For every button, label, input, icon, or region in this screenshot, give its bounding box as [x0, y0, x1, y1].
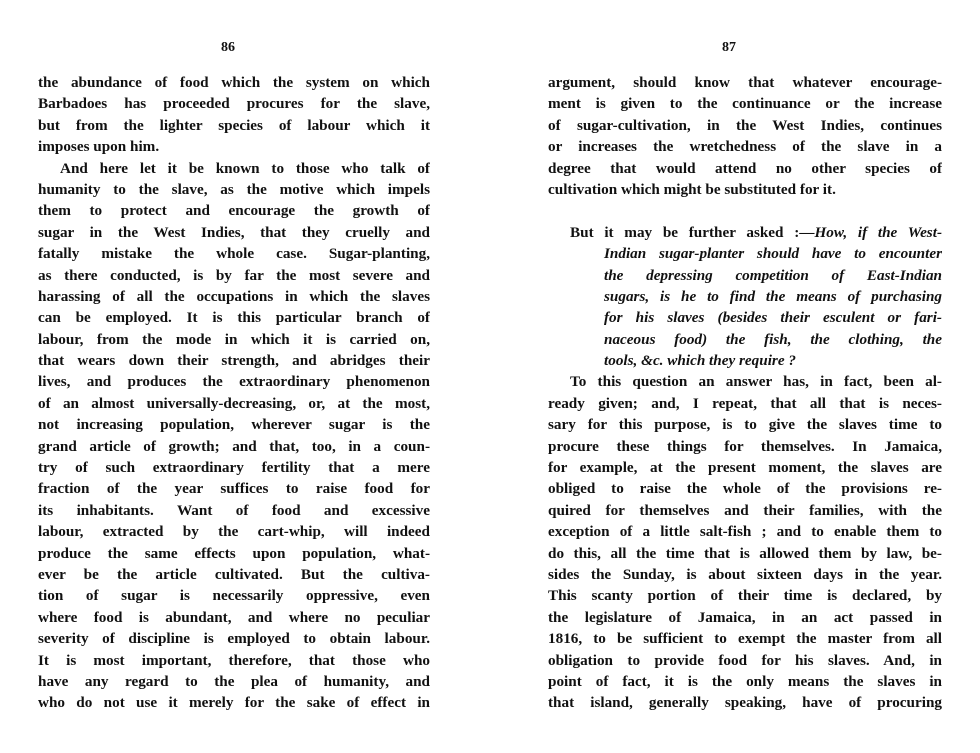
text-line: try of such extraordinary fertility that a mere — [38, 459, 430, 477]
text-line: lives, and produces the extraordinary phenomenon — [38, 373, 430, 391]
text-line: It is most important, therefore, that those who — [38, 651, 430, 669]
text-line: its inhabitants. Want of food and excessive — [38, 501, 430, 519]
question-first-line — [548, 222, 942, 243]
text-line: To this question an answer has, in fact, been al- — [570, 373, 942, 391]
text-line: obliged to raise the whole of the provisions re- — [548, 480, 942, 498]
text-line: grand article of growth; and that, too, in a coun- — [38, 437, 430, 455]
text-line: but from the lighter species of labour which it — [38, 116, 430, 134]
text-line: who do not use it merely for the sake of effect in — [38, 694, 430, 712]
text-line: of sugar-cultivation, in the West Indies, continues — [548, 116, 942, 134]
left-page-body — [38, 72, 430, 714]
question-line — [548, 243, 942, 264]
text-line: ready given; and, I repeat, that all that is neces- — [548, 394, 942, 412]
right-page — [548, 0, 942, 753]
text-line: 1816, to be sufficient to exempt the master from all — [548, 630, 942, 648]
question-text: sugars, is he to find the means of purchasing — [604, 287, 942, 305]
question-line — [548, 329, 942, 350]
text-line: that wears down their strength, and abridges their — [38, 352, 430, 370]
text-line: exception of a little salt-fish ; and to enable them to — [548, 523, 942, 541]
question-text: Indian sugar-planter should have to encounter — [604, 245, 942, 263]
question-line — [548, 350, 942, 371]
text-line: as there conducted, is by far the most severe and — [38, 266, 430, 284]
text-line: imposes upon him. — [38, 138, 160, 156]
text-line: ment is given to the continuance or the increase — [548, 95, 942, 113]
left-page-number: 86 — [221, 40, 235, 55]
text-line: not increasing population, wherever sugar is the — [38, 416, 430, 434]
text-line: of an almost universally-decreasing, or, at the most, — [38, 394, 430, 412]
text-line: fraction of the year suffices to raise food for — [38, 480, 430, 498]
text-line: that island, generally speaking, have of procuring — [548, 694, 942, 712]
question-text: for his slaves (besides their esculent or fari- — [604, 309, 942, 327]
text-line: or increases the wretchedness of the slave in a — [548, 138, 942, 156]
question-italic-start: How, if the West- — [814, 223, 942, 241]
text-line: And here let it be known to those who talk of — [60, 159, 430, 177]
text-line: harassing of all the occupations in which the slaves — [38, 287, 430, 305]
text-line: ever be the article cultivated. But the cultiva- — [38, 565, 430, 583]
text-line: obligation to provide food for his slaves. And, in — [548, 651, 942, 669]
question-text: naceous food) the fish, the clothing, the — [604, 330, 942, 348]
text-line: can be employed. It is this particular branch of — [38, 309, 430, 327]
right-page-number: 87 — [722, 40, 736, 55]
text-line: severity of discipline is employed to obtain labour. — [38, 630, 430, 648]
paragraph-gap — [548, 200, 942, 221]
text-line: sides the Sunday, is about sixteen days in the year. — [548, 565, 942, 583]
text-line: argument, should know that whatever encourage- — [548, 74, 942, 91]
question-line — [548, 265, 942, 286]
right-page-body — [548, 72, 942, 714]
text-line: labour, extracted by the cart-whip, will indeed — [38, 523, 430, 541]
text-line: them to protect and encourage the growth of — [38, 202, 430, 220]
question-text: the depressing competition of East-Indian — [604, 266, 942, 284]
text-line: cultivation which might be substituted for it. — [548, 180, 836, 198]
question-lead: But it may be further asked :— — [570, 223, 815, 241]
text-line: humanity to the slave, as the motive which impels — [38, 180, 430, 198]
text-line: labour, from the mode in which it is carried on, — [38, 330, 430, 348]
text-line: tion of sugar is necessarily oppressive, even — [38, 587, 430, 605]
text-line: where food is abundant, and where no peculiar — [38, 608, 430, 626]
left-page — [38, 0, 430, 753]
text-line: fatally mistake the whole case. Sugar-planting, — [38, 245, 430, 263]
text-line: produce the same effects upon population, what- — [38, 544, 430, 562]
text-line: do this, all the time that is allowed them by law, be- — [548, 544, 942, 562]
text-line: have any regard to the plea of humanity, and — [38, 672, 430, 690]
text-line: the legislature of Jamaica, in an act passed in — [548, 608, 942, 626]
text-line: degree that would attend no other species of — [548, 159, 942, 177]
text-line: for example, at the present moment, the slaves are — [548, 459, 942, 477]
question-line — [548, 286, 942, 307]
text-line: quired for themselves and their families, with the — [548, 501, 942, 519]
text-line: This scanty portion of their time is declared, by — [548, 587, 942, 605]
question-line — [548, 307, 942, 328]
text-line: procure these things for themselves. In Jamaica, — [548, 437, 942, 455]
text-line: sary for this purpose, is to give the slaves time to — [548, 416, 942, 434]
text-line: Barbadoes has proceeded procures for the slave, — [38, 95, 430, 113]
text-line: sugar in the West Indies, that they cruelly and — [38, 223, 430, 241]
question-text: tools, &c. which they require ? — [604, 352, 796, 370]
text-line: point of fact, it is the only means the slaves in — [548, 672, 942, 690]
text-line: the abundance of food which the system on which — [38, 74, 430, 91]
